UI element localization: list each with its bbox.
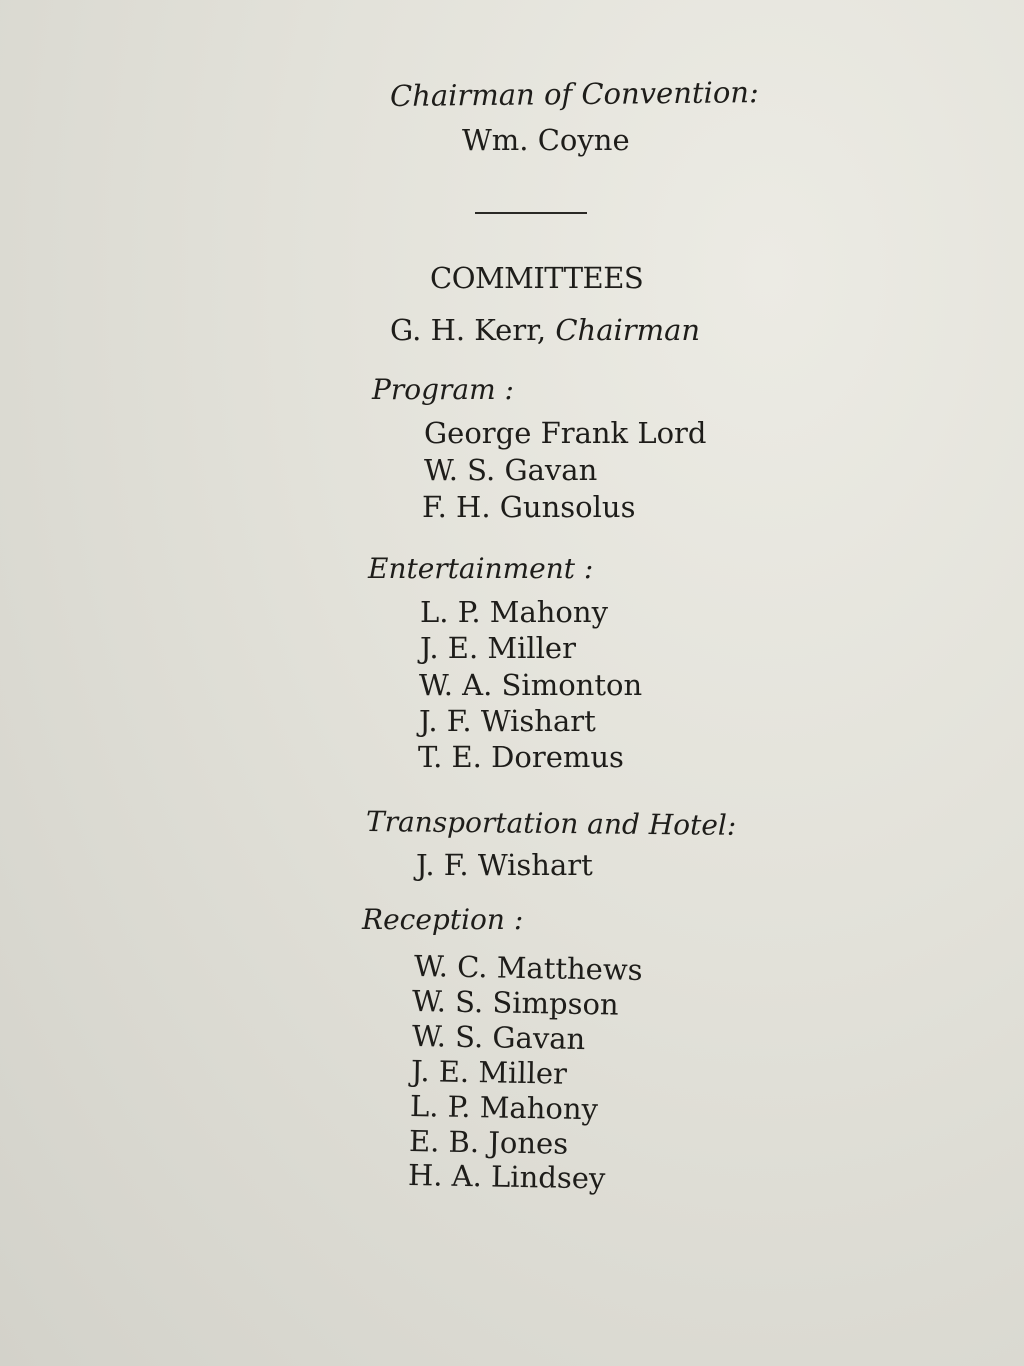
section-label-entertainment: Entertainment :: [368, 552, 594, 585]
convention-chairman-name: Wm. Coyne: [462, 123, 630, 157]
member-name: L. P. Mahony: [420, 595, 608, 629]
member-name: F. H. Gunsolus: [422, 490, 636, 524]
member-name: George Frank Lord: [424, 416, 707, 450]
member-name: J. F. Wishart: [416, 848, 593, 882]
member-name: E. B. Jones: [408, 1124, 569, 1161]
member-name: W. S. Gavan: [424, 453, 598, 487]
committees-chairman-name: G. H. Kerr,: [390, 313, 547, 347]
convention-chairman-label: Chairman of Convention:: [389, 75, 759, 113]
committees-chairman: [390, 313, 701, 347]
member-name: H. A. Lindsey: [407, 1158, 606, 1196]
member-name: W. S. Gavan: [411, 1019, 586, 1057]
committees-chairman-role: Chairman: [555, 313, 701, 347]
member-name: T. E. Doremus: [418, 740, 624, 774]
member-name: J. F. Wishart: [419, 704, 596, 738]
member-name: W. C. Matthews: [413, 949, 643, 987]
member-name: W. S. Simpson: [411, 984, 619, 1022]
member-name: L. P. Mahony: [409, 1089, 599, 1127]
section-label-reception: Reception :: [362, 903, 524, 936]
member-name: J. E. Miller: [410, 1054, 568, 1091]
section-divider: [475, 212, 587, 214]
section-label-program: Program :: [372, 373, 514, 406]
member-name: W. A. Simonton: [419, 668, 643, 702]
member-name: J. E. Miller: [420, 631, 576, 665]
section-label-transportation: Transportation and Hotel:: [365, 805, 737, 842]
committees-heading: COMMITTEES: [430, 261, 644, 295]
